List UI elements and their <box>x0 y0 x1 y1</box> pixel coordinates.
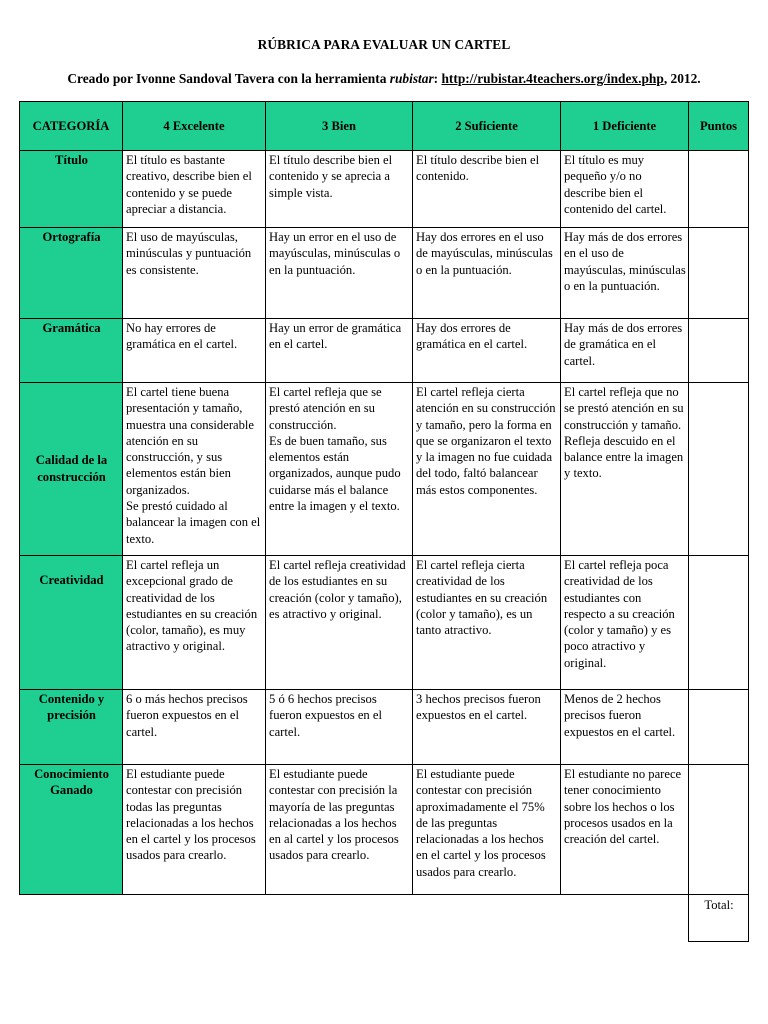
header-suficiente: 2 Suficiente <box>413 102 561 151</box>
subtitle-year: , 2012. <box>663 71 701 86</box>
header-categoria: CATEGORÍA <box>20 102 123 151</box>
cell-bien: 5 ó 6 hechos precisos fueron expuestos en el cartel. <box>266 690 413 765</box>
cell-excelente: El cartel tiene buena presentación y tamaño, muestra una considerable atención en su construcción, y sus elementos están bien organizados. Se prestó cuidado al balancear la imagen con el texto. <box>123 383 266 556</box>
cell-deficiente: El cartel refleja poca creatividad de los estudiantes con respecto a su creación (color y tamaño) y es poco atractivo y original. <box>561 556 689 690</box>
cell-suficiente: Hay dos errores en el uso de mayúsculas, minúsculas o en la puntuación. <box>413 228 561 319</box>
points-cell[interactable] <box>689 690 749 765</box>
category-cell: Calidad de la construcción <box>20 383 123 556</box>
header-excelente: 4 Excelente <box>123 102 266 151</box>
header-deficiente: 1 Deficiente <box>561 102 689 151</box>
points-cell[interactable] <box>689 228 749 319</box>
category-cell: Ortografía <box>20 228 123 319</box>
cell-suficiente: 3 hechos precisos fueron expuestos en el cartel. <box>413 690 561 765</box>
cell-excelente: El cartel refleja un excepcional grado de creatividad de los estudiantes en su creación (color, tamaño), es muy atractivo y original. <box>123 556 266 690</box>
document-subtitle <box>0 71 768 87</box>
header-row <box>20 102 749 151</box>
cell-suficiente: El cartel refleja cierta creatividad de los estudiantes en su creación (color y tamaño), es un tanto atractivo. <box>413 556 561 690</box>
cell-excelente: El uso de mayúsculas, minúsculas y puntuación es consistente. <box>123 228 266 319</box>
document-title: RÚBRICA PARA EVALUAR UN CARTEL <box>257 37 511 52</box>
category-cell: Gramática <box>20 319 123 383</box>
subtitle-url-link[interactable]: http://rubistar.4teachers.org/index.php <box>441 71 664 86</box>
cell-bien: El cartel refleja creatividad de los estudiantes en su creación (color y tamaño), es atractivo y original. <box>266 556 413 690</box>
cell-deficiente: El estudiante no parece tener conocimiento sobre los hechos o los procesos usados en la creación del cartel. <box>561 765 689 895</box>
table-row-ortografia <box>20 228 749 319</box>
cell-deficiente: El título es muy pequeño y/o no describe bien el contenido del cartel. <box>561 151 689 228</box>
points-cell[interactable] <box>689 765 749 895</box>
cell-excelente: El título es bastante creativo, describe bien el contenido y se puede apreciar a distancia. <box>123 151 266 228</box>
cell-suficiente: El cartel refleja cierta atención en su construcción y tamaño, pero la forma en que se organizaron el texto y la imagen no fue cuidada del todo, faltó balancear más estos componentes. <box>413 383 561 556</box>
points-cell[interactable] <box>689 319 749 383</box>
cell-bien: Hay un error de gramática en el cartel. <box>266 319 413 383</box>
cell-excelente: 6 o más hechos precisos fueron expuestos en el cartel. <box>123 690 266 765</box>
category-cell: Creatividad <box>20 556 123 690</box>
points-cell[interactable] <box>689 383 749 556</box>
cell-bien: El título describe bien el contenido y se aprecia a simple vista. <box>266 151 413 228</box>
table-row-conocimiento <box>20 765 749 895</box>
subtitle-tool: rubistar <box>389 71 434 86</box>
cell-deficiente: Menos de 2 hechos precisos fueron expuestos en el cartel. <box>561 690 689 765</box>
cell-bien: El cartel refleja que se prestó atención en su construcción. Es de buen tamaño, sus elementos están organizados, aunque pudo cuidarse más el balance entre la imagen y el texto. <box>266 383 413 556</box>
table-row-gramatica <box>20 319 749 383</box>
points-cell[interactable] <box>689 151 749 228</box>
category-cell: Contenido y precisión <box>20 690 123 765</box>
cell-suficiente: El estudiante puede contestar con precisión aproximadamente el 75% de las preguntas relacionadas a los hechos en el cartel y los procesos usados para crearlo. <box>413 765 561 895</box>
rubric-table <box>19 101 749 942</box>
total-row <box>20 895 749 942</box>
cell-deficiente: Hay más de dos errores de gramática en el cartel. <box>561 319 689 383</box>
header-puntos: Puntos <box>689 102 749 151</box>
table-row-creatividad <box>20 556 749 690</box>
cell-deficiente: Hay más de dos errores en el uso de mayúsculas, minúsculas o en la puntuación. <box>561 228 689 319</box>
subtitle-credit: Creado por Ivonne Sandoval Tavera con la herramienta <box>67 71 390 86</box>
table-row-calidad <box>20 383 749 556</box>
table-row-contenido <box>20 690 749 765</box>
header-bien: 3 Bien <box>266 102 413 151</box>
points-cell[interactable] <box>689 556 749 690</box>
cell-suficiente: El título describe bien el contenido. <box>413 151 561 228</box>
cell-bien: El estudiante puede contestar con precisión la mayoría de las preguntas relacionadas a los hechos en al cartel y los procesos usados para crearlo. <box>266 765 413 895</box>
total-cell[interactable]: Total: <box>689 895 749 942</box>
category-cell: Título <box>20 151 123 228</box>
subtitle-colon: : <box>433 71 442 86</box>
cell-excelente: No hay errores de gramática en el cartel. <box>123 319 266 383</box>
cell-suficiente: Hay dos errores de gramática en el cartel. <box>413 319 561 383</box>
category-cell: Conocimiento Ganado <box>20 765 123 895</box>
table-row-titulo <box>20 151 749 228</box>
cell-bien: Hay un error en el uso de mayúsculas, minúsculas o en la puntuación. <box>266 228 413 319</box>
cell-excelente: El estudiante puede contestar con precisión todas las preguntas relacionadas a los hechos en el cartel y los procesos usados para crearlo. <box>123 765 266 895</box>
cell-deficiente: El cartel refleja que no se prestó atención en su construcción y tamaño. Refleja descuido en el balance entre la imagen y texto. <box>561 383 689 556</box>
